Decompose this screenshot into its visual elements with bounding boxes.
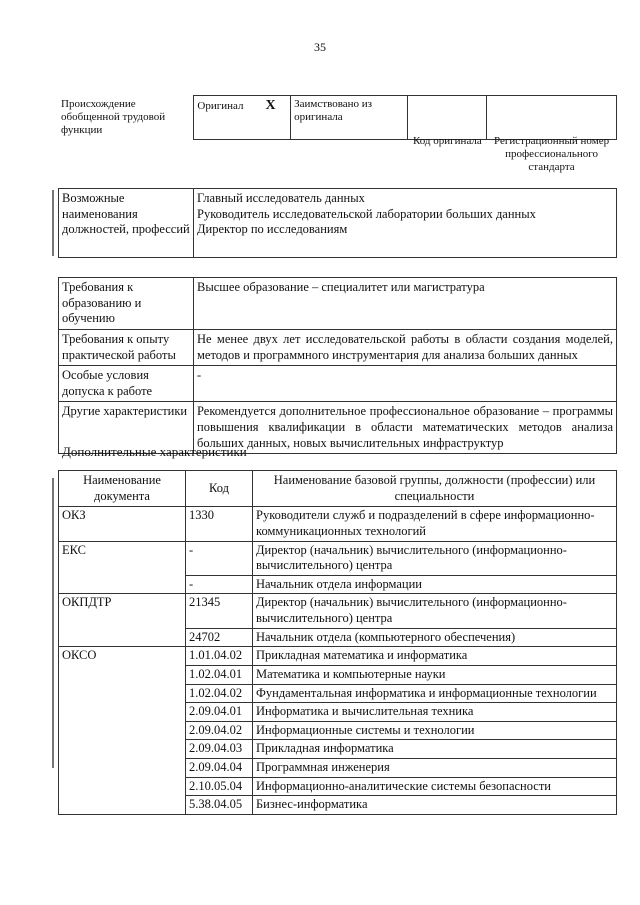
- codes-row: [59, 507, 617, 541]
- origin-code-cell: [408, 96, 486, 140]
- codes-row: [59, 594, 617, 628]
- code-cell: 1.02.04.02: [186, 684, 253, 703]
- name-cell: Начальник отдела информации: [253, 575, 617, 594]
- codes-row: [59, 541, 617, 575]
- additional-heading: Дополнительные характеристики: [62, 444, 247, 459]
- origin-reg-cell: [486, 96, 616, 140]
- code-cell: 2.09.04.02: [186, 721, 253, 740]
- code-cell: -: [186, 541, 253, 575]
- header-name: Наименование базовой группы, должности (профессии) или специальности: [253, 471, 617, 507]
- code-cell: 24702: [186, 628, 253, 647]
- doc-cell: ОКСО: [59, 647, 186, 815]
- page-number: 35: [314, 40, 326, 54]
- name-cell: Бизнес-информатика: [253, 796, 617, 815]
- origin-original-cell: [194, 96, 291, 140]
- code-cell: 21345: [186, 594, 253, 628]
- name-cell: Прикладная математика и информатика: [253, 647, 617, 666]
- code-cell: 2.09.04.01: [186, 703, 253, 722]
- original-mark: X: [265, 98, 276, 113]
- original-label: Оригинал: [197, 100, 244, 112]
- codes-table: [58, 470, 617, 815]
- req-conditions-value: -: [194, 366, 617, 402]
- name-cell: Фундаментальная информатика и информационные технологии: [253, 684, 617, 703]
- code-cell: 5.38.04.05: [186, 796, 253, 815]
- positions-list: [194, 189, 617, 258]
- code-cell: 1.02.04.01: [186, 665, 253, 684]
- name-cell: Начальник отдела (компьютерного обеспечения): [253, 628, 617, 647]
- requirements-table: [58, 277, 617, 454]
- code-cell: 2.09.04.04: [186, 759, 253, 778]
- reg-caption: Регистрационный номер профессионального стандарта: [494, 135, 610, 174]
- req-experience-value: Не менее двух лет исследовательской работы в области создания моделей, методов и программного инструментария для анализа больших данных: [194, 329, 617, 365]
- codes-row: [59, 647, 617, 666]
- position-item: Руководитель исследовательской лаборатории больших данных: [197, 206, 536, 221]
- req-education-value: Высшее образование – специалитет или магистратура: [194, 278, 617, 330]
- req-experience-label: Требования к опыту практической работы: [59, 329, 194, 365]
- left-margin-mark: [52, 190, 54, 256]
- code-cell: 2.09.04.03: [186, 740, 253, 759]
- req-conditions-label: Особые условия допуска к работе: [59, 366, 194, 402]
- code-cell: 1.01.04.02: [186, 647, 253, 666]
- origin-label: Происхождение обобщенной трудовой функции: [61, 97, 166, 136]
- position-item: Главный исследователь данных: [197, 191, 365, 205]
- name-cell: Программная инженерия: [253, 759, 617, 778]
- name-cell: Математика и компьютерные науки: [253, 665, 617, 684]
- name-cell: Директор (начальник) вычислительного (информационно-вычислительного) центра: [253, 541, 617, 575]
- name-cell: Директор (начальник) вычислительного (информационно-вычислительного) центра: [253, 594, 617, 628]
- origin-table: [58, 95, 617, 140]
- origin-borrowed-cell: Заимствовано из оригинала: [291, 96, 408, 140]
- code-cell: 1330: [186, 507, 253, 541]
- req-other-label: Другие характеристики: [59, 402, 194, 454]
- name-cell: Прикладная информатика: [253, 740, 617, 759]
- name-cell: Руководители служб и подразделений в сфере информационно-коммуникационных технологий: [253, 507, 617, 541]
- doc-cell: ЕКС: [59, 541, 186, 594]
- left-margin-mark-2: [52, 478, 54, 768]
- positions-label: Возможные наименования должностей, профессий: [59, 189, 194, 258]
- req-education-label: Требования к образованию и обучению: [59, 278, 194, 330]
- name-cell: Информационно-аналитические системы безопасности: [253, 777, 617, 796]
- code-cell: -: [186, 575, 253, 594]
- name-cell: Информационные системы и технологии: [253, 721, 617, 740]
- header-code: Код: [186, 471, 253, 507]
- header-doc: Наименование документа: [59, 471, 186, 507]
- doc-cell: ОКПДТР: [59, 594, 186, 647]
- origin-captions: [58, 134, 617, 176]
- name-cell: Информатика и вычислительная техника: [253, 703, 617, 722]
- doc-cell: ОКЗ: [59, 507, 186, 541]
- req-other-value: Рекомендуется дополнительное профессиональное образование – программы повышения квалификации в области математических методов анализа больших данных, новых вычислительных инфраструктур: [194, 402, 617, 454]
- positions-table: [58, 188, 617, 258]
- position-item: Директор по исследованиям: [197, 222, 348, 237]
- code-caption: Код оригинала: [412, 135, 482, 147]
- code-cell: 2.10.05.04: [186, 777, 253, 796]
